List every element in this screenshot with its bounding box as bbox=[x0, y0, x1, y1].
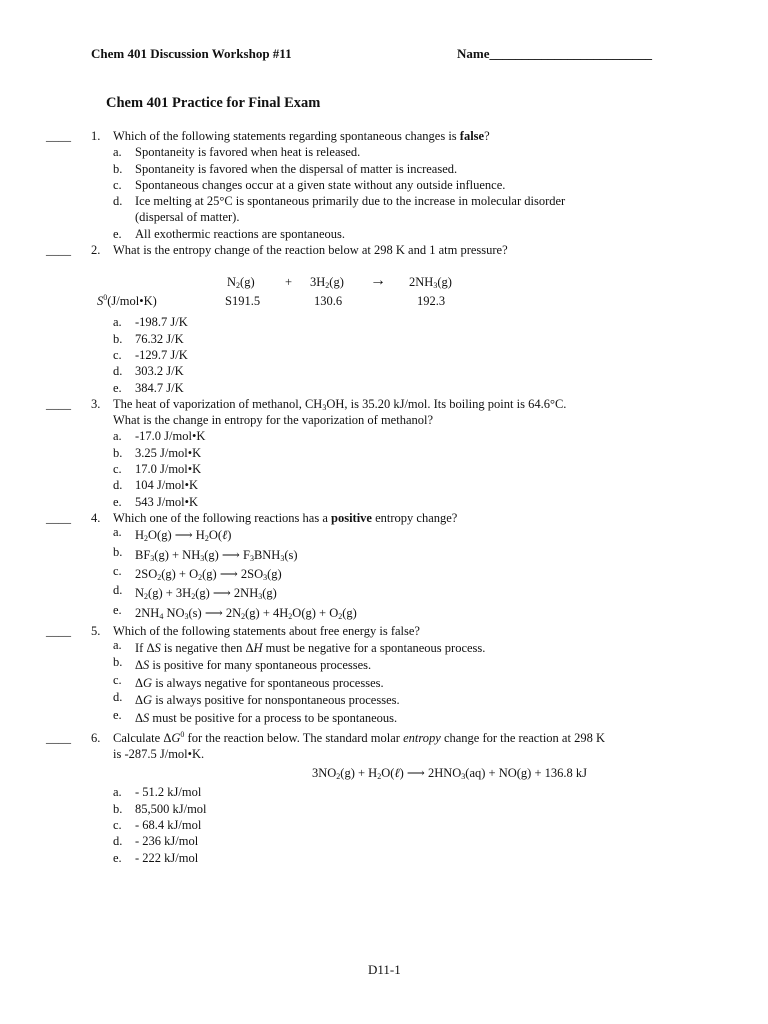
option: d. - 236 kJ/mol bbox=[113, 834, 199, 849]
answer-blank: ____ bbox=[46, 396, 71, 411]
option: d. 104 J/mol•K bbox=[113, 478, 199, 493]
question-text: The heat of vaporization of methanol, $CH_3OH$, is 35.20 kJ/mol. Its boiling point is 64.6°C. What is the change in entropy for the vaporization of methanol? bbox=[113, 396, 567, 428]
option: e. - 222 kJ/mol bbox=[113, 850, 199, 865]
option: a. - 51.2 kJ/mol bbox=[113, 785, 202, 800]
option: d. 303.2 J/K bbox=[113, 364, 184, 379]
option: e. 543 J/mol•K bbox=[113, 494, 199, 509]
question-5 bbox=[46, 623, 726, 727]
question-6 bbox=[46, 730, 726, 866]
question-text: What is the entropy change of the reaction below at 298 K and 1 atm pressure? bbox=[113, 243, 508, 258]
option-list bbox=[113, 428, 726, 509]
option: e. 384.7 J/K bbox=[113, 380, 184, 395]
reaction-arrow: → bbox=[370, 272, 386, 290]
option: c. - 68.4 kJ/mol bbox=[113, 818, 202, 833]
question-1 bbox=[46, 128, 726, 242]
n2-entropy: S191.5 bbox=[225, 294, 261, 309]
option-list bbox=[113, 784, 726, 865]
question-text: Calculate $\Delta G^0$ for the reaction below. The standard molar entropy change for the reaction at 298 K is -287.5 J/mol•K. bbox=[113, 729, 605, 761]
course-title: Chem 401 Discussion Workshop #11 bbox=[91, 46, 292, 61]
question-text: Which one of the following reactions has a positive entropy change? bbox=[113, 510, 458, 525]
option: e. ΔS must be positive for a process to be spontaneous. bbox=[113, 707, 398, 725]
option-list bbox=[113, 637, 726, 728]
option: e. $2NH_4$ $NO_3(s)$ ⟶ $2N_2(g) + 4H_2O(g) + O_2(g)$ bbox=[113, 602, 357, 621]
option: c. ΔG is always negative for spontaneous processes. bbox=[113, 672, 384, 690]
reaction-equation: $3NO_2(g)$ + $H_2O(\ell)$ ⟶ $2HNO_3(aq) + NO(g) + 136.8$ kJ bbox=[311, 766, 588, 782]
answer-blank: ____ bbox=[46, 624, 71, 639]
option: b. 76.32 J/K bbox=[113, 331, 184, 346]
answer-blank: ____ bbox=[46, 129, 71, 143]
answer-blank: ____ bbox=[46, 510, 71, 525]
option: c. 17.0 J/mol•K bbox=[113, 462, 202, 477]
question-3 bbox=[46, 396, 726, 510]
product-nh3: $2NH_3(g)$ bbox=[409, 275, 452, 291]
option-list bbox=[113, 314, 726, 395]
question-number: 1. bbox=[91, 129, 101, 143]
question-number: 6. bbox=[91, 730, 101, 745]
option-list bbox=[113, 526, 726, 623]
reactant-n2: $N_2(g)$ bbox=[227, 275, 255, 291]
option: d. Ice melting at 25°C is spontaneous primarily due to the increase in molecular disorder (dispersal of matter). bbox=[113, 194, 566, 225]
option: a. -198.7 J/K bbox=[113, 315, 188, 330]
question-text: Which of the following statements regarding spontaneous changes is false? bbox=[113, 129, 490, 143]
plus-sign: + bbox=[285, 275, 293, 290]
name-field-label: Name_________________________ bbox=[457, 46, 652, 61]
option: d. $N_2(g) + 3H_2(g)$ ⟶ $2NH_3(g)$ bbox=[113, 583, 277, 602]
nh3-entropy: 192.3 bbox=[417, 294, 446, 309]
option: c. $2SO_2(g) + O_2(g)$ ⟶ $2SO_3(g)$ bbox=[113, 564, 282, 583]
question-list bbox=[46, 128, 726, 866]
question-number: 2. bbox=[91, 243, 101, 258]
question-4 bbox=[46, 510, 726, 623]
reaction-table bbox=[97, 268, 726, 309]
page-number: D11-1 bbox=[368, 962, 401, 977]
option: e. All exothermic reactions are spontaneous. bbox=[113, 226, 345, 241]
h2-entropy: 130.6 bbox=[314, 294, 343, 309]
option: a. -17.0 J/mol•K bbox=[113, 429, 206, 444]
question-text: Which of the following statements about free energy is false? bbox=[113, 624, 420, 639]
answer-blank: ____ bbox=[46, 243, 71, 258]
option: b. 3.25 J/mol•K bbox=[113, 445, 202, 460]
option: a. If ΔS is negative then ΔH must be negative for a spontaneous process. bbox=[113, 637, 486, 655]
question-number: 5. bbox=[91, 624, 101, 639]
page-title: Chem 401 Practice for Final Exam bbox=[106, 95, 321, 111]
answer-blank: ____ bbox=[46, 730, 71, 745]
option: a. $H_2O(g)$ ⟶ $H_2O(\ell)$ bbox=[113, 525, 232, 544]
question-2 bbox=[46, 242, 726, 396]
entropy-label: $S^0$ (J/mol•K) bbox=[97, 293, 157, 309]
option: c. Spontaneous changes occur at a given state without any outside influence. bbox=[113, 177, 506, 192]
option: a. Spontaneity is favored when heat is released. bbox=[113, 145, 361, 160]
option: b. $BF_3(g) + NH_3(g)$ ⟶ $F_3BNH_3(s)$ bbox=[113, 544, 298, 563]
option: c. -129.7 J/K bbox=[113, 347, 188, 362]
option: b. 85,500 kJ/mol bbox=[113, 801, 207, 816]
option: d. ΔG is always positive for nonspontaneous processes. bbox=[113, 690, 400, 708]
question-number: 4. bbox=[91, 510, 101, 525]
reactant-h2: $3H_2(g)$ bbox=[310, 275, 344, 291]
option: b. ΔS is positive for many spontaneous processes. bbox=[113, 655, 372, 673]
question-number: 3. bbox=[91, 396, 101, 411]
option-list bbox=[113, 144, 726, 242]
option: b. Spontaneity is favored when the dispersal of matter is increased. bbox=[113, 161, 458, 176]
